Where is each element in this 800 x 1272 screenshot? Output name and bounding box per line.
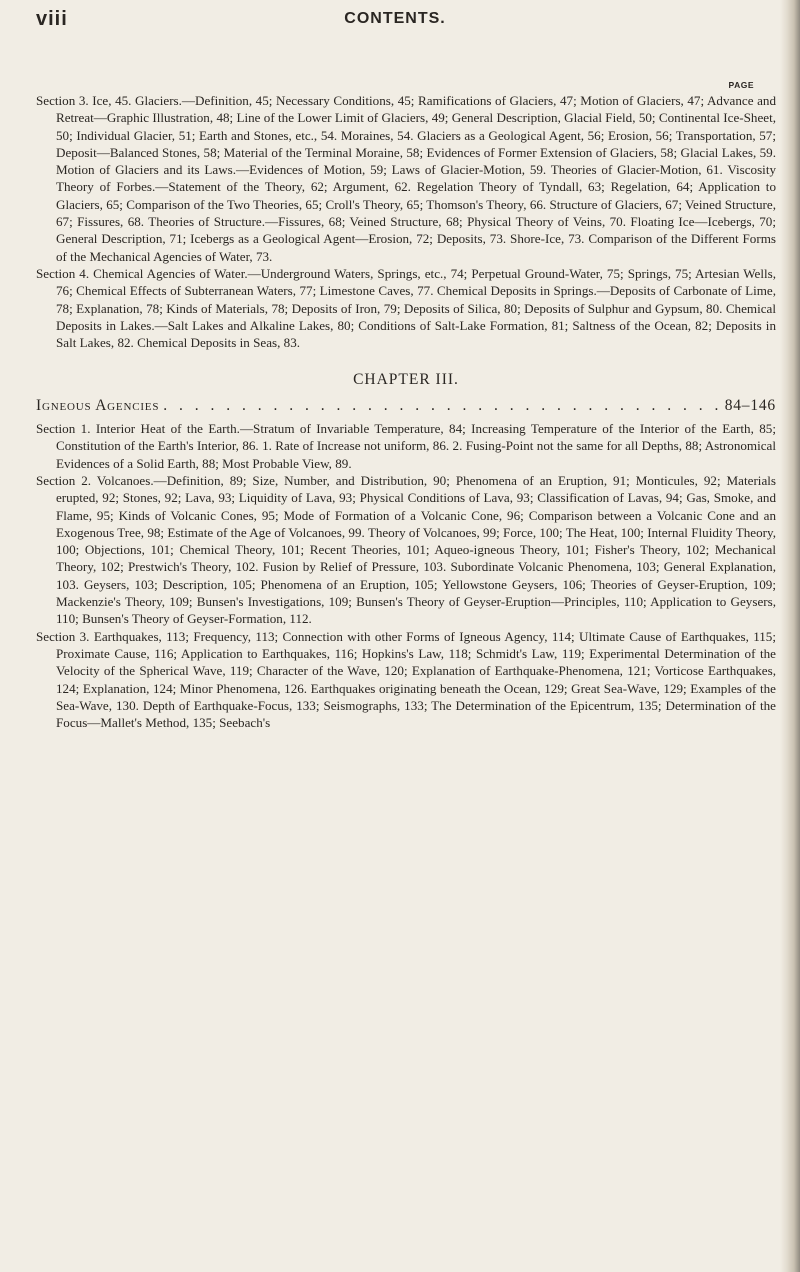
- page-column-label: PAGE: [728, 80, 754, 90]
- contents-body: [36, 92, 776, 731]
- chapter-heading: CHAPTER III.: [353, 371, 459, 389]
- toc-entry-section-1-interior-heat: Section 1. Interior Heat of the Earth.—Stratum of Invariable Temperature, 84; Increasing Temperature of the Interior of the Earth, 85; Constitution of the Earth's Interior, 86. 1. Rate of Increase not uniform, 86. 2. Fusing-Point not the same for all Depths, 88; Astronomical Evidences of a Solid Earth, 88; Most Probable View, 89.: [36, 421, 776, 471]
- toc-entry-section-4-chemical-agencies: Section 4. Chemical Agencies of Water.—Underground Waters, Springs, etc., 74; Perpetual Ground-Water, 75; Springs, 75; Artesian Wells, 76; Chemical Effects of Subterranean Waters, 77; Limestone Caves, 77. Chemical Deposits in Springs.—Deposits of Carbonate of Lime, 78; Explanation, 78; Kinds of Materials, 78; Deposits of Iron, 79; Deposits of Silica, 80; Deposits of Sulphur and Gypsum, 80. Chemical Deposits in Lakes.—Salt Lakes and Alkaline Lakes, 80; Conditions of Salt-Lake Formation, 81; Saltness of the Ocean, 82; Deposits in Salt Lakes, 82. Chemical Deposits in Seas, 83.: [36, 265, 776, 351]
- dot-leader: [159, 397, 724, 414]
- running-title: CONTENTS.: [344, 10, 446, 27]
- running-head: [0, 8, 790, 38]
- toc-entry-section-3-earthquakes: Section 3. Earthquakes, 113; Frequency, 113; Connection with other Forms of Igneous Agency, 114; Ultimate Cause of Earthquakes, 115; Proximate Cause, 116; Application to Earthquakes, 116; Hopkins's Law, 118; Schmidt's Law, 119; Experimental Determination of the Velocity of the Spherical Wave, 119; Character of the Wave, 120; Explanation of Earthquake-Phenomena, 121; Vorticose Earthquakes, 124; Explanation, 124; Minor Phenomena, 126. Earthquakes originating beneath the Ocean, 129; Great Sea-Wave, 129; Examples of the Sea-Wave, 130. Depth of Earthquake-Focus, 133; Seismographs, 133; The Determination of the Epicentrum, 135; Determination of the Focus—Mallet's Method, 135; Seebach's: [36, 628, 776, 731]
- toc-entry-section-3-ice: Section 3. Ice, 45. Glaciers.—Definition, 45; Necessary Conditions, 45; Ramifications of Glaciers, 47; Motion of Glaciers, 47; Advance and Retreat—Graphic Illustration, 48; Line of the Lower Limit of Glaciers, 49; General Description, Glacial Field, 50; Continental Ice-Sheet, 50; Individual Glacier, 51; Earth and Stones, etc., 54. Moraines, 54. Glaciers as a Geological Agent, 56; Erosion, 56; Transportation, 57; Deposit—Balanced Stones, 58; Material of the Terminal Moraine, 58; Evidences of Former Extension of Glaciers, 58; Glacial Lakes, 59. Motion of Glaciers and its Laws.—Evidences of Motion, 59; Laws of Glacier-Motion, 59. Theories of Glacier-Motion, 61. Viscosity Theory of Forbes.—Statement of the Theory, 62; Argument, 62. Regelation Theory of Tyndall, 63; Regelation, 64; Application to Glaciers, 65; Comparison of the Two Theories, 65; Croll's Theory, 65; Thomson's Theory, 66. Structure of Glaciers, 67; Veined Structure, 67; Fissures, 68. Theories of Structure.—Fissures, 68; Veined Structure, 68; Physical Theory of Veins, 70. Floating Ice—Icebergs, 70; General Description, 71; Icebergs as a Geological Agent—Erosion, 72; Deposits, 73. Shore-Ice, 73. Comparison of the Different Forms of the Mechanical Agencies of Water, 73.: [36, 93, 776, 264]
- page-edge: [780, 0, 800, 1272]
- page-number: viii: [36, 8, 68, 30]
- chapter-title: Igneous Agencies: [36, 396, 160, 414]
- chapter-page-range: 84–146: [724, 396, 776, 414]
- toc-entry-section-2-volcanoes: Section 2. Volcanoes.—Definition, 89; Size, Number, and Distribution, 90; Phenomena of an Eruption, 91; Monticules, 92; Materials erupted, 92; Stones, 92; Lava, 93; Liquidity of Lava, 93; Physical Conditions of Lava, 93; Classification of Lavas, 94; Gas, Smoke, and Flame, 95; Kinds of Volcanic Cones, 95; Mode of Formation of a Volcanic Cone, 96; Comparison between a Volcanic Cone and an Exogenous Tree, 98; Estimate of the Age of Volcanoes, 99. Theory of Volcanoes, 99; Force, 100; The Heat, 100; Internal Fluidity Theory, 100; Objections, 101; Chemical Theory, 101; Recent Theories, 101; Aqueo-igneous Theory, 101; Fisher's Theory, 102; Mechanical Theory, 102; Prestwich's Theory, 102. Fusion by Relief of Pressure, 103. Subordinate Volcanic Phenomena, 103; General Explanation, 103. Geysers, 103; Description, 105; Phenomena of an Eruption, 105; Yellowstone Geysers, 106; Theories of Geyser-Eruption, 109; Mackenzie's Theory, 109; Bunsen's Investigations, 109; Bunsen's Theory of Geyser-Eruption—Principles, 110; Application to Geysers, 110; Bunsen's Theory of Geyser-Formation, 112.: [36, 472, 776, 627]
- chapter-title-row: [36, 397, 776, 414]
